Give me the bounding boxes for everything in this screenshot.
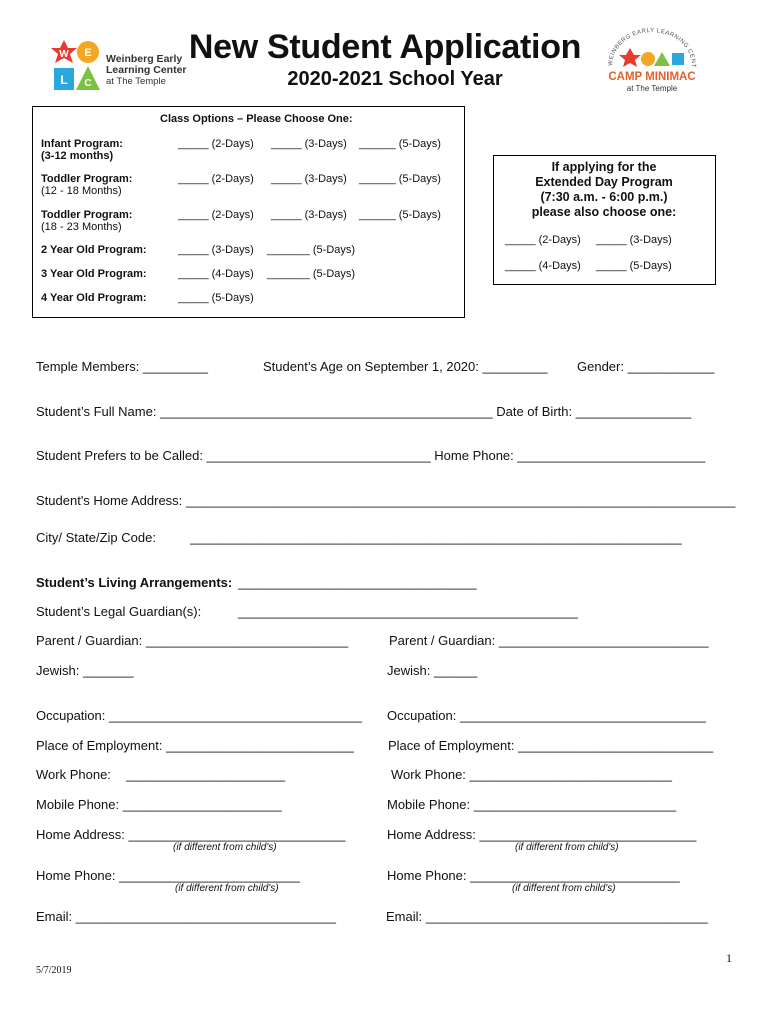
left-occupation-field[interactable]: Occupation: ___________________________________ — [36, 708, 363, 723]
extended-day-heading — [493, 160, 715, 220]
living-arrangements-label: Student’s Living Arrangements: — [36, 575, 233, 590]
left-phone-note: (if different from child's) — [175, 883, 279, 894]
right-home-phone-field[interactable]: Home Phone: _____________________________ — [387, 868, 680, 883]
extended-option-3days[interactable]: _____ (3-Days) — [596, 234, 672, 246]
logo-letter-e: E — [84, 47, 92, 59]
twoyear-option-3days[interactable]: _____ (3-Days) — [178, 244, 254, 256]
page-subtitle: 2020-2021 School Year — [287, 68, 503, 90]
logo-camp-sub: at The Temple — [626, 84, 678, 93]
page-number: 1 — [726, 951, 732, 965]
legal-guardians-field[interactable]: _______________________________________________ — [238, 604, 578, 619]
extended-day-line-1: If applying for the — [551, 160, 657, 174]
living-arrangements-field[interactable]: _________________________________ — [238, 575, 477, 590]
threeyear-option-5days[interactable]: _______ (5-Days) — [267, 268, 356, 280]
toddler2-option-3days[interactable]: _____ (3-Days) — [271, 209, 347, 221]
toddler1-option-5days[interactable]: ______ (5-Days) — [359, 173, 441, 185]
left-email-field[interactable]: Email: ____________________________________ — [36, 909, 337, 924]
right-occupation-field[interactable]: Occupation: __________________________________ — [387, 708, 706, 723]
logo-line-1: Weinberg Early — [106, 53, 183, 65]
student-age-field[interactable]: Student’s Age on September 1, 2020: _________ — [263, 359, 548, 374]
logo-letter-l: L — [60, 73, 68, 87]
student-home-address-field[interactable]: Student's Home Address: ____________________________________________________________________________ — [36, 493, 736, 508]
extended-option-5days[interactable]: _____ (5-Days) — [596, 260, 672, 272]
box-gap — [32, 104, 152, 106]
toddler2-option-2days[interactable]: _____ (2-Days) — [178, 209, 254, 221]
logo-line-3: at The Temple — [106, 76, 166, 87]
document-date: 5/7/2019 — [36, 965, 72, 976]
right-jewish-field[interactable]: Jewish: ______ — [387, 663, 478, 678]
right-parent-guardian-field[interactable]: Parent / Guardian: _____________________________ — [389, 633, 709, 648]
extended-day-line-2: Extended Day Program — [535, 175, 673, 189]
left-work-phone-label: Work Phone: — [36, 767, 111, 782]
threeyear-option-4days[interactable]: _____ (4-Days) — [178, 268, 254, 280]
toddler1-option-3days[interactable]: _____ (3-Days) — [271, 173, 347, 185]
right-email-field[interactable]: Email: _______________________________________ — [386, 909, 708, 924]
extended-option-4days[interactable]: _____ (4-Days) — [505, 260, 581, 272]
logo-arc-text: WEINBERG EARLY LEARNING CENT — [607, 27, 697, 68]
program-name-infant: Infant Program: — [41, 138, 123, 150]
right-employment-field[interactable]: Place of Employment: ___________________________ — [388, 738, 714, 753]
extended-day-line-4: please also choose one: — [531, 205, 677, 219]
left-jewish-field[interactable]: Jewish: _______ — [36, 663, 134, 678]
infant-option-5days[interactable]: ______ (5-Days) — [359, 138, 441, 150]
logo-line-2: Learning Center — [106, 64, 187, 76]
city-state-zip-label: City/ State/Zip Code: — [36, 530, 156, 545]
toddler2-option-5days[interactable]: ______ (5-Days) — [359, 209, 441, 221]
program-name-toddler-18-23: Toddler Program: — [41, 209, 133, 221]
program-name-4-year: 4 Year Old Program: — [41, 292, 147, 304]
legal-guardians-label: Student’s Legal Guardian(s): — [36, 604, 202, 619]
right-work-phone-field[interactable]: Work Phone: ____________________________ — [391, 767, 672, 782]
logo-letter-w: W — [59, 49, 69, 60]
temple-members-field[interactable]: Temple Members: _________ — [36, 359, 208, 374]
left-parent-guardian-field[interactable]: Parent / Guardian: ____________________________ — [36, 633, 349, 648]
left-home-address-field[interactable]: Home Address: ______________________________ — [36, 827, 346, 842]
logo-letter-c: C — [84, 78, 92, 89]
infant-option-3days[interactable]: _____ (3-Days) — [271, 138, 347, 150]
program-name-2-year: 2 Year Old Program: — [41, 244, 147, 256]
student-full-name-field[interactable]: Student’s Full Name: ______________________________________________ Date of Birth: ________________ — [36, 404, 692, 419]
program-name-toddler-12-18: Toddler Program: — [41, 173, 133, 185]
welc-logo — [50, 38, 200, 92]
gender-field[interactable]: Gender: ____________ — [577, 359, 715, 374]
class-options-heading: Class Options – Please Choose One: — [160, 113, 353, 125]
right-mobile-phone-field[interactable]: Mobile Phone: ____________________________ — [387, 797, 677, 812]
camp-minimac-logo — [604, 26, 700, 98]
fouryear-option-5days[interactable]: _____ (5-Days) — [178, 292, 254, 304]
twoyear-option-5days[interactable]: _______ (5-Days) — [267, 244, 356, 256]
program-detail-toddler-12-18: (12 - 18 Months) — [41, 185, 122, 197]
right-address-note: (if different from child's) — [515, 842, 619, 853]
program-detail-infant: (3-12 months) — [41, 150, 114, 162]
program-name-3-year: 3 Year Old Program: — [41, 268, 147, 280]
toddler1-option-2days[interactable]: _____ (2-Days) — [178, 173, 254, 185]
left-mobile-phone-field[interactable]: Mobile Phone: ______________________ — [36, 797, 282, 812]
right-phone-note: (if different from child's) — [512, 883, 616, 894]
left-employment-field[interactable]: Place of Employment: __________________________ — [36, 738, 355, 753]
logo-camp-name: CAMP MINIMAC — [608, 71, 696, 83]
left-work-phone-field[interactable]: ______________________ — [126, 767, 286, 782]
left-home-phone-field[interactable]: Home Phone: _________________________ — [36, 868, 300, 883]
left-address-note: (if different from child's) — [173, 842, 277, 853]
extended-day-line-3: (7:30 a.m. - 6:00 p.m.) — [540, 190, 668, 204]
extended-option-2days[interactable]: _____ (2-Days) — [505, 234, 581, 246]
page-title: New Student Application — [188, 28, 582, 66]
infant-option-2days[interactable]: _____ (2-Days) — [178, 138, 254, 150]
right-home-address-field[interactable]: Home Address: ______________________________ — [387, 827, 697, 842]
student-prefers-field[interactable]: Student Prefers to be Called: _______________________________ Home Phone: __________________________ — [36, 448, 706, 463]
program-detail-toddler-18-23: (18 - 23 Months) — [41, 221, 122, 233]
city-state-zip-field[interactable]: ____________________________________________________________________ — [190, 530, 682, 545]
